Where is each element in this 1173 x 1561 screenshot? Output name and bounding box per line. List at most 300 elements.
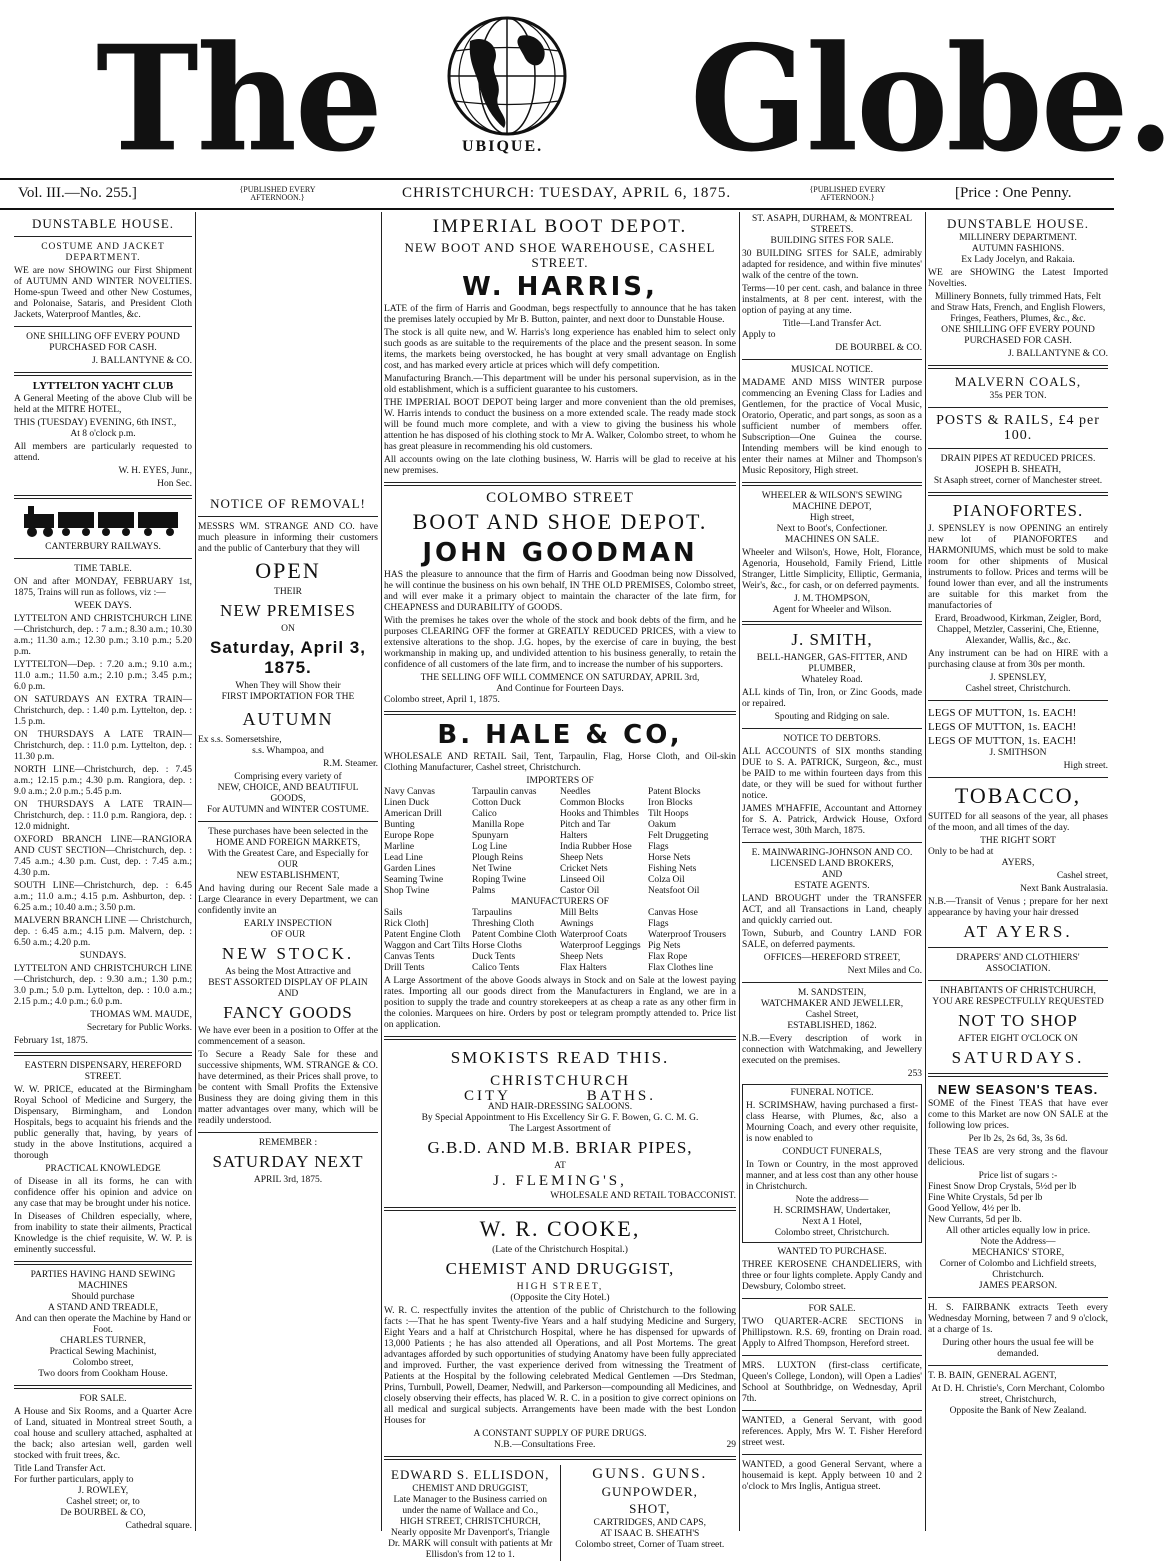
body-text: Terms—10 per cent. cash, and balance in three instalments, at 8 per cent. interest, with the option of paying at any time. (742, 284, 922, 316)
body-line: Cashel Street, (805, 1010, 859, 1020)
open-line: OPEN (255, 558, 321, 583)
autumn-line: AUTUMN (242, 709, 334, 729)
body-line: REMEMBER : (258, 1138, 318, 1148)
volume-number: Vol. III.—No. 255.] (18, 185, 137, 201)
list-item: Threshing Cloth (472, 919, 535, 929)
body-line: Next A 1 Hotel, (802, 1217, 862, 1227)
list-item: Lead Line (384, 853, 423, 863)
yacht-time: At 8 o'clock p.m. (70, 429, 136, 439)
ad-number: 253 (907, 1069, 922, 1079)
body-line: ESTABLISHED, 1862. (787, 1021, 877, 1031)
saturdays-heading: SATURDAYS. (951, 1048, 1085, 1067)
ellison-heading: EDWARD S. ELLISDON, (391, 1467, 550, 1482)
body-line: THE RIGHT SORT (980, 836, 1056, 846)
column-rule (739, 212, 740, 1531)
body-text: WANTED, a General Servant, with good references. Apply, Mrs W. T. Fisher Hereford street west. (742, 1416, 922, 1448)
body-line: High street, (809, 513, 855, 523)
body-line: YOU ARE RESPECTFULLY REQUESTED (932, 997, 1104, 1007)
guns-heading: GUNS. GUNS. (592, 1466, 708, 1482)
body-line: Title—Land Transfer Act. (782, 319, 882, 329)
body-line: FUNERAL NOTICE. (790, 1088, 874, 1098)
list-item: Neatsfoot Oil (648, 886, 700, 896)
body-line: BELL-HANGER, GAS-FITTER, AND PLUMBER, (756, 653, 908, 674)
sundays-heading: SUNDAYS. (79, 951, 127, 961)
list-item: Net Twine (472, 864, 512, 874)
body-line: By Special Appointment to His Excellency Sir G. F. Bowen, G. C. M. G. (421, 1113, 699, 1123)
list-item: Oakum (648, 820, 676, 830)
turner-line: Two doors from Cookham House. (38, 1369, 168, 1379)
body-line: (Opposite the City Hotel.) (510, 1293, 610, 1303)
body-line: CHEMIST AND DRUGGIST, (412, 1484, 529, 1494)
body-line: AUTUMN FASHIONS. (971, 244, 1065, 254)
body-line: Note the Address— (980, 1237, 1056, 1247)
rowley-line: Cathedral square. (125, 1521, 192, 1531)
city-word: CITY (464, 1088, 511, 1104)
dateline (0, 178, 1114, 210)
body-line: J. SMITHSON (989, 748, 1047, 758)
list-item: Needles (560, 787, 591, 797)
saturday-date: Saturday, April 3, 1875. (210, 638, 366, 677)
at-ayers: AT AYERS. (963, 922, 1073, 941)
body-text: ALL ACCOUNTS of SIX months standing DUE to S. A. PATRICK, Surgeon, &c., must be PAID to me within fourteen days from this date, or they will be sued for without further notice. (742, 747, 922, 801)
body-text: HAS the pleasure to announce that the firm of Harris and Goodman being now Dissolved, he will continue the business on his own behalf, IN THE OLD PREMISES, Colombo street, and will ever make it a primary object to maintain the character of the late firm, for CHEAPNESS and DURABILITY of GOODS. (384, 570, 736, 613)
list-item: Waterproof Coats (560, 930, 628, 940)
list-item: Halters (560, 831, 588, 841)
body-text: SUITED for all seasons of the year, all phases of the moon, and all times of the day. (928, 812, 1108, 833)
list-item: Pig Nets (648, 941, 681, 951)
list-item: Rick Cloth] (384, 919, 429, 929)
rail-entry: LYTTELTON—Dep. : 7.20 a.m.; 9.10 a.m.; 11.0 a.m.; 11.50 a.m.; 2.10 p.m.; 3.45 p.m.; 6.0 p.m. (14, 660, 192, 692)
ad-number: 29 (726, 1440, 736, 1450)
maude-title: Secretary for Public Works. (86, 1023, 192, 1033)
body-text: To Secure a Ready Sale for these and successive shipments, WM. STRANGE & CO. have determined, as their Prices shall prove, to be content with Small Profits the Extensive Business they are doing giving them in this matter advantages over many, which will be readily understood. (198, 1050, 378, 1126)
dunstable-heading-2: DUNSTABLE HOUSE. (946, 216, 1090, 231)
body-line: MACHINES ON SALE. (784, 535, 880, 545)
sewing-heading: PARTIES HAVING HAND SEWING MACHINES (30, 1270, 176, 1291)
body-line: When They will Show their (235, 681, 341, 691)
body-text: SOME of the Finest TEAS that have ever come to this Market are now ON SALE at the following low prices. (928, 1099, 1108, 1131)
body-line: Colombo street, Christchurch. (774, 1228, 890, 1238)
boot-shoe-heading: BOOT AND SHOE DEPOT. (412, 509, 708, 534)
ships-line: R.M. Steamer. (323, 759, 378, 769)
body-line: FIRST IMPORTATION FOR THE (221, 692, 355, 702)
list-item: Roping Twine (472, 875, 526, 885)
weekdays-heading: WEEK DAYS. (74, 601, 132, 611)
imperial-heading: IMPERIAL BOOT DEPOT. (432, 216, 688, 237)
body-line: HIGH STREET, (516, 1282, 604, 1292)
body-line: E. MAINWARING-JOHNSON AND CO. (751, 848, 913, 858)
body-line: OUR (277, 860, 299, 870)
body-line: DRAIN PIPES AT REDUCED PRICES. (940, 454, 1096, 464)
body-line: HOME AND FOREIGN MARKETS, (215, 838, 361, 848)
body-line: Corner of Colombo and Lichfield streets, (939, 1259, 1097, 1269)
list-item: Cotton Duck (472, 798, 521, 808)
list-item: Horse Nets (648, 853, 691, 863)
body-text: W. R. C. respectfully invites the attention of the public of Christchurch to the following facts :—That he has spent Twenty-five Years and a half studying Medicine and Surgery, Eight Years and a half at Christchurch Hospital, where he has dispensed for upwards of 13,000 Patients ; he has also attended all Operations, and all Post Mortems. The great advantages afforded by such opportunities of studying Anatomy have been fully appreciated and improved. Further, the vast experience derived from witnessing the Treatment of Patients at the Hospital by the following celebrated Medical Gentlemen —Drs Stedman, Prins, Turnbull, Powell, Deamer, Nedwill, and Parkerson—compounding all Medicines, and closely observing their effects, has placed W. R. C. in a position to give correct opinions on all medical and surgical subjects. Arrangements have been made with the best London Houses for (384, 1306, 736, 1426)
body-text: N.B.—Every description of work in connection with Watchmaking, and Jewellery executed on the premises. (742, 1034, 922, 1066)
list-item: Plough Reins (472, 853, 523, 863)
body-text: LAND BROUGHT under the TRANSFER ACT, and all Transactions in Land, cheaply and quickly carried out. (742, 894, 922, 926)
body-line: Only to be had at (928, 847, 994, 857)
body-line: SHOT, (629, 1501, 671, 1516)
not-to-shop: NOT TO SHOP (958, 1011, 1078, 1030)
body-line: Spouting and Ridging on sale. (774, 712, 890, 722)
costume-heading: COSTUME AND JACKET DEPARTMENT. (41, 242, 165, 263)
body-text: A Large Assortment of the above Goods always in Stock and on Sale at the lowest paying rates. Importing all our goods direct from the Manufacturers in England, we are in a position to supply the trade and country storekeepers at as cheap a rate as any other firm in the colonies. Marquees on hire. Orders by post or telegram promptly attended to. Price list on application. (384, 976, 736, 1030)
body-text: With the premises he takes over the whole of the stock and book debts of the firm, and he purposes CLEARING OFF the former at GREATLY REDUCED PRICES, with a view to extensive alterations to the shop. J.G. hopes, by the exercise of care in buying, the best workmanship in making up, and undivided attention to his business generally, to retain the confidence of all customers of the late firm, and to increase the number of his supporters. (384, 616, 736, 670)
list-item: Tarpaulins (472, 908, 512, 918)
funeral-box (742, 1084, 922, 1243)
body-line: AT (554, 1161, 566, 1171)
smith-heading: J. SMITH, (791, 630, 873, 649)
body-line: (Late of the Christchurch Hospital.) (492, 1245, 628, 1255)
rail-entry: LYTTELTON AND CHRISTCHURCH LINE—Christchurch, dep. : 9.30 a.m.; 1.30 p.m.; 3.0 p.m.; 5.0 p.m. Lyttelton, dep. : 10.0 a.m.; 2.15 p.m.; 4.0 p.m.; 6.0 p.m. (14, 964, 192, 1007)
body-text: N.B.—Transit of Venus ; prepare for her next appearance by having your hair dressed (928, 897, 1108, 918)
body-line: All other articles equally low in price. (945, 1226, 1091, 1236)
body-line: NEW ESTABLISHMENT, (236, 871, 340, 881)
body-text: THE IMPERIAL BOOT DEPOT being larger and more convenient than the old premises, W. Harris intends to conduct the business on a more extended scale. The ready made stock will be found much more complete, and with a view to giving the business his whole attention he has disposed of his clothing stock to Mr A. Walker, Colombo street, to whom he has great pleasure in recommending his old customers. (384, 398, 736, 452)
list-item: Manilla Rope (472, 820, 524, 830)
body-line: EARLY INSPECTION (243, 919, 333, 929)
body-line: APRIL 3rd, 1875. (253, 1175, 323, 1185)
list-item: Flags (648, 842, 669, 852)
list-item: Linen Duck (384, 798, 430, 808)
body-line: Colombo street, April 1, 1875. (384, 695, 500, 705)
christchurch-line: CHRISTCHURCH (490, 1073, 630, 1089)
column-1 (14, 214, 192, 1531)
new-premises: NEW PREMISES (220, 601, 356, 620)
body-line: IMPORTERS OF (526, 776, 594, 786)
list-item: Patent Combine Cloth (472, 930, 557, 940)
list-item: Felt Druggeting (648, 831, 709, 841)
dispensary-text: W. W. PRICE, educated at the Birmingham Royal School of Medicine and Surgery, the Dispensary, Birmingham, and London Hospitals, begs to acquaint his friends and the public generally that, having, by years of study in the above Institutions, acquired a thorough (14, 1085, 192, 1161)
body-text: In Town or Country, in the most approved manner, and at less cost than any other house in Christchurch. (746, 1160, 918, 1192)
body-text: J. SPENSLEY is now OPENING an entirely new lot of PIANOFORTES and HARMONIUMS, which must be sold to make room for other shipments of Musical instruments to follow. Prices and terms will be found lower than ever, and all the instruments are suitable for this market from the manufactories of (928, 524, 1108, 611)
pianofortes-heading: PIANOFORTES. (952, 501, 1084, 520)
list-item: Common Blocks (560, 798, 625, 808)
dispensary-text-2: of Disease in all its forms, he can with confidence offer his opinion and advice on any case that may be brought under his notice. (14, 1177, 192, 1209)
body-text: At D. H. Christie's, Corn Merchant, Colombo street, Christchurch, (931, 1384, 1105, 1405)
body-line: WHEELER & WILSON'S SEWING MACHINE DEPOT, (761, 491, 903, 512)
list-item: Horse Cloths (472, 941, 522, 951)
smokists-heading: SMOKISTS READ THIS. (450, 1048, 670, 1067)
body-line: Nearly opposite Mr Davenport's, Triangle (390, 1528, 550, 1538)
body-line: Dr. MARK will consult with patients at Mr Ellisdon's from 12 to 1. (388, 1539, 553, 1560)
body-text: LATE of the firm of Harris and Goodman, begs respectfully to announce that he has taken the premises lately occupied by Mr B. Button, painter, and next door to Dunstable House. (384, 304, 736, 325)
body-line: AND HAIR-DRESSING SALOONS. (487, 1102, 633, 1112)
list-item: India Rubber Hose (560, 842, 632, 852)
body-line: DRAPERS' AND CLOTHIERS' ASSOCIATION. (956, 953, 1080, 974)
body-text: MRS. LUXTON (first-class certificate, Queen's College, London), will Open a Ladies' School at Southbridge, on Wednesday, April 7th. (742, 1361, 922, 1404)
body-line: Late Manager to the Business carried on under the name of Wallace and Co., (393, 1495, 548, 1516)
yacht-text: A General Meeting of the above Club will be held at the MITRE HOTEL, (14, 394, 192, 415)
body-line: ST. ASAPH, DURHAM, & MONTREAL STREETS. (751, 214, 913, 235)
body-line: AND (277, 989, 299, 999)
body-line: MILLINERY DEPARTMENT. (959, 233, 1077, 243)
tobacco-heading: TOBACCO, (954, 783, 1082, 808)
rail-entry: MALVERN BRANCH LINE — Christchurch, dep. : 6.45 a.m.; 4.15 p.m. Malvern, dep. : 6.50 a.m.; 4.20 p.m. (14, 916, 192, 948)
list-item: Cricket Nets (560, 864, 608, 874)
body-line: Next Bank Australasia. (1020, 884, 1108, 894)
list-item: Sails (384, 908, 403, 918)
body-text: ALL kinds of Tin, Iron, or Zinc Goods, made or repaired. (742, 688, 922, 709)
list-item: Drill Tents (384, 963, 425, 973)
body-line: Cashel street, Christchurch. (965, 684, 1071, 694)
new-stock: NEW STOCK. (221, 944, 355, 963)
body-line: Price list of sugars :- (978, 1171, 1058, 1181)
body-line: These purchases have been selected in the (208, 827, 368, 837)
yacht-members: All members are particularly requested to attend. (14, 442, 192, 463)
list-item: Waggon and Cart Tilts (384, 941, 470, 951)
body-text: Opposite the Bank of New Zealand. (949, 1406, 1087, 1416)
globe-icon (440, 6, 575, 156)
body-text: Wheeler and Wilson's, Howe, Holt, Florance, Agenoria, Household, Family Friend, Little Stranger, Little Simplicity, Elliptic, Germania, Weir's, &c., for cash, or on deferred payments. (742, 548, 922, 591)
published-note-right: {PUBLISHED EVERY AFTERNOON.} (809, 185, 886, 202)
list-item: Mill Belts (560, 908, 599, 918)
list-item: Flax Rope (648, 952, 688, 962)
body-line: J. BALLANTYNE & CO. (1007, 349, 1108, 359)
body-line: NOTICE TO DEBTORS. (783, 734, 881, 744)
column-rule (381, 212, 382, 1531)
body-line: WATCHMAKER AND JEWELLER, (760, 999, 904, 1009)
column-rule (925, 212, 926, 1531)
small-caps-line: ON (281, 624, 295, 634)
body-line: Per lb 2s, 2s 6d, 3s, 3s 6d. (968, 1134, 1068, 1144)
body-line: Cashel street, (1056, 871, 1108, 881)
dunstable-heading: DUNSTABLE HOUSE. (31, 216, 175, 231)
body-text: H. SCRIMSHAW, having purchased a first-class Hearse, with Plumes, &c, also a Mourning Coach, and every other requisite, is now enabled to (746, 1101, 918, 1144)
timetable-heading: TIME TABLE. (74, 564, 132, 574)
list-item: Hooks and Thimbles (560, 809, 639, 819)
body-line: BEST ASSORTED DISPLAY OF PLAIN (208, 978, 368, 988)
body-line: A CONSTANT SUPPLY OF PURE DRUGS. (473, 1429, 647, 1439)
column-3-4 (384, 214, 736, 1560)
mutton-line: LEGS OF MUTTON, 1s. EACH! (928, 735, 1077, 747)
list-item: Sheep Nets (560, 853, 604, 863)
colombo-heading: COLOMBO STREET (486, 490, 634, 506)
list-item: Palms (472, 886, 496, 896)
body-line: NEW, CHOICE, AND BEAUTIFUL (217, 783, 359, 793)
list-item: Navy Canvas (384, 787, 435, 797)
forsale-heading: FOR SALE. (79, 1394, 127, 1404)
body-line: JAMES PEARSON. (978, 1281, 1058, 1291)
yacht-sig-2: Hon Sec. (157, 479, 192, 489)
body-text: MADAME AND MISS WINTER purpose commencing an Evening Class for Ladies and Gentlemen, for the practice of Vocal Music, Oratorio, Operatic, and part songs, as soon as a sufficient number of members offer. Subscription—One Guinea the course. Intending members will be kind enough to enter their names at Milner and Thompson's Music Repository, High street. (742, 378, 922, 476)
chemist-heading: CHEMIST AND DRUGGIST, (445, 1259, 675, 1278)
list-item: Patent Engine Cloth (384, 930, 461, 940)
body-text: We have ever been in a position to Offer at the commencement of a season. (198, 1026, 378, 1047)
body-line: LICENSED LAND BROKERS, (770, 859, 894, 869)
pipes-heading: G.B.D. AND M.B. BRIAR PIPES, (427, 1138, 693, 1157)
list-item: Calico Tents (472, 963, 520, 973)
body-line: Ex Lady Jocelyn, and Rakaia. (961, 255, 1075, 265)
body-text: During other hours the usual fee will be demanded. (942, 1338, 1094, 1359)
list-item: Duck Tents (472, 952, 516, 962)
baths-word: BATHS. (586, 1088, 656, 1104)
masthead-motto: UBIQUE. (462, 138, 544, 155)
list-item: Castor Oil (560, 886, 600, 896)
body-text: All accounts owing on the late clothing business, W. Harris will be glad to receive at his new premises. (384, 455, 736, 476)
list-item: Tilt Hoops (648, 809, 689, 819)
small-caps-line: THEIR (274, 587, 302, 597)
body-line: Colombo street, Corner of Tuam street. (575, 1540, 725, 1550)
body-line: AT ISAAC B. SHEATH'S (600, 1529, 700, 1539)
list-item: Waterproof Trousers (648, 930, 727, 940)
list-item: Colza Oil (648, 875, 685, 885)
list-item: Sheep Nets (560, 952, 604, 962)
sugar-line: Fine White Crystals, 5d per lb (928, 1193, 1043, 1203)
fleming-heading: J. FLEMING'S, (493, 1173, 627, 1189)
body-line: MECHANICS' STORE, (971, 1248, 1065, 1258)
body-line: OF OUR (270, 930, 306, 940)
rail-entry: LYTTELTON AND CHRISTCHURCH LINE—Christchurch, dep. : 7 a.m.; 8.30 a.m.; 10.30 a.m.; 11.30 a.m.; 12.30 p.m.; 3.10 p.m.; 5.20 p.m. (14, 614, 192, 657)
list-item: Canvas Hose (648, 908, 698, 918)
body-line: Whateley Road. (801, 675, 863, 685)
body-line: Christchurch. (992, 1270, 1044, 1280)
body-text: WANTED, a good General Servant, where a housemaid is kept. Apply between 10 and 2 o'clock to Mrs Inglis, Antigua street. (742, 1460, 922, 1492)
list-item: Flax Halters (560, 963, 607, 973)
rowley-line: Cashel street; or, to (66, 1497, 140, 1507)
body-line: JOSEPH B. SHEATH, (974, 465, 1062, 475)
body-text: WE are SHOWING the Latest Imported Novelties. (928, 268, 1108, 289)
removal-heading: NOTICE OF REMOVAL! (210, 496, 366, 511)
body-text: Erard, Broadwood, Kirkman, Zeigler, Bord, Chappel, Metzler, Casserini, Che, Etienne, Alexander, Wallis, &c., &c. (934, 614, 1102, 646)
maude-signature: THOMAS WM. MAUDE, (90, 1010, 192, 1020)
train-icon (14, 504, 192, 538)
body-text: And having during our Recent Sale made a Large Clearance in every Department, we can confidently invite an (198, 884, 378, 916)
malvern-heading: MALVERN COALS, (954, 374, 1082, 389)
harris-heading: W. HARRIS, (462, 272, 658, 302)
masthead (0, 0, 1173, 185)
list-item: Tarpaulin canvas (472, 787, 537, 797)
list-item: Europe Rope (384, 831, 434, 841)
importers-list (384, 787, 736, 897)
costume-text: WE are now SHOWING our First Shipment of AUTUMN AND WINTER NOVELTIES. Home-spun Tweed and other New Costumes, and Polonaise, Sataris, and President Cloth Jackets, Waterproof Mantles, &c. (14, 266, 192, 320)
body-line: And Continue for Fourteen Days. (496, 684, 624, 694)
saturday-next: SATURDAY NEXT (212, 1152, 364, 1171)
list-item: Fishing Nets (648, 864, 697, 874)
dispensary-heading: EASTERN DISPENSARY, HEREFORD STREET. (24, 1061, 182, 1082)
sewing-line: Should purchase (71, 1292, 135, 1302)
list-item: Log Line (472, 842, 508, 852)
body-text: Town, Suburb, and Country LAND FOR SALE, on deferred payments. (742, 929, 922, 950)
body-line: AND (821, 870, 843, 880)
column-rule (195, 212, 196, 1531)
body-line: INHABITANTS OF CHRISTCHURCH, (940, 986, 1096, 996)
body-text: THREE KEROSENE CHANDELIERS, with three or four lights complete. Apply Candy and Dewsbury, Colombo street. (742, 1260, 922, 1292)
body-line: High street. (1063, 761, 1108, 771)
list-item: Patent Blocks (648, 787, 701, 797)
body-line: HIGH STREET, CHRISTCHURCH, (399, 1517, 541, 1527)
body-text: JAMES M'HAFFIE, Accountant and Attorney for S. A. Patrick, Ardwick House, Oxford Terrace west, 30th March, 1875. (742, 804, 922, 836)
body-line: For AUTUMN and WINTER COSTUME. (206, 805, 370, 815)
rail-entry: ON SATURDAYS AN EXTRA TRAIN—Christchurch, dep. : 1.40 p.m. Lyttelton, dep. : 1.5 p.m. (14, 695, 192, 727)
list-item: Shop Twine (384, 886, 430, 896)
turner-line: CHARLES TURNER, (60, 1336, 146, 1346)
rail-entry: NORTH LINE—Christchurch, dep. : 7.45 a.m.; 12.15 p.m.; 4.30 p.m. Rangiora, dep. : 9.0 a.m.; 2.0 p.m.; 5.45 p.m. (14, 765, 192, 797)
city-date: CHRISTCHURCH: TUESDAY, APRIL 6, 1875. (402, 185, 732, 201)
yacht-sig-1: W. H. EYES, Junr., (118, 466, 192, 476)
list-item: American Drill (384, 809, 442, 819)
rowley-line: De BOURBEL & CO, (60, 1508, 146, 1518)
ships-line: s.s. Whampoa, and (252, 746, 324, 756)
body-text: 30 BUILDING SITES for SALE, admirably adapted for residence, and within five minutes' walk of the centre of the town. (742, 249, 922, 281)
railways-heading: CANTERBURY RAILWAYS. (45, 542, 161, 552)
column-2 (198, 214, 378, 1531)
body-line: ESTATE AGENTS. (794, 881, 870, 891)
body-line: OFFICES—HEREFORD STREET, (763, 953, 901, 963)
body-line: WHOLESALE AND RETAIL TOBACCONIST. (550, 1191, 736, 1201)
list-item: Iron Blocks (648, 798, 693, 808)
sewing-line: And can then operate the Machine by Hand or Foot. (15, 1314, 191, 1335)
sewing-line: A STAND AND TREADLE, (48, 1303, 158, 1313)
goodman-heading: JOHN GOODMAN (422, 538, 698, 568)
body-line: WANTED TO PURCHASE. (777, 1247, 887, 1257)
list-item: Flax Clothes line (648, 963, 713, 973)
list-item: Flags (648, 919, 669, 929)
body-line: H. SCRIMSHAW, Undertaker, (773, 1206, 891, 1216)
body-line: Note the address— (795, 1195, 869, 1205)
forsale-line: Title Land Transfer Act. (14, 1464, 106, 1474)
body-line: 35s PER TON. (989, 391, 1047, 401)
body-line: Next Miles and Co. (847, 966, 922, 976)
body-text: These TEAS are very strong and the flavour delicious. (928, 1147, 1108, 1168)
body-text: The stock is all quite new, and W. Harris's long experience has enabled him to select only such goods as are suitable to the requirements of the place and the present season. In some items, the markets being overstocked, he has bought at very small advantage on English cost, and has marked every article at prices which will defy competition. (384, 328, 736, 371)
list-item: Waterproof Leggings (560, 941, 641, 951)
list-item: Marline (384, 842, 415, 852)
turner-line: Practical Sewing Machinist, (49, 1347, 157, 1357)
body-line: THE SELLING OFF WILL COMMENCE ON SATURDAY, APRIL 3rd, (420, 673, 700, 683)
body-text: T. B. BAIN, GENERAL AGENT, (928, 1371, 1057, 1381)
list-item: Canvas Tents (384, 952, 435, 962)
body-line: MUSICAL NOTICE. (791, 365, 873, 375)
rail-entry: OXFORD BRANCH LINE—RANGIORA AND CUST SECTION—Christchurch, dep. : 7.45 a.m.; 4.30 p.m. Cust, dep. : 7.45 a.m.; 4.30 p.m. (14, 835, 192, 878)
body-line: Next to Boot's, Confectioner. (776, 524, 888, 534)
body-line: BUILDING SITES FOR SALE. (770, 236, 894, 246)
body-line: N.B.—Consultations Free. (494, 1440, 596, 1450)
list-item: Bunting (384, 820, 415, 830)
body-line: With the Greatest Care, and Especially for (207, 849, 369, 859)
body-text: Millinery Bonnets, fully trimmed Hats, Felt and Straw Hats, French, and English Flowers, Fringes, Feathers, Plumes, &c., &c. (930, 292, 1106, 324)
strange-text: MESSRS WM. STRANGE AND CO. have much pleasure in informing their customers and the public of Canterbury that they will (198, 522, 378, 554)
body-line: As being the Most Attractive and (225, 967, 351, 977)
rail-intro: ON and after MONDAY, FEBRUARY 1st, 1875, Trains will run as follows, viz :— (14, 577, 192, 598)
published-note-left: {PUBLISHED EVERY AFTERNOON.} (239, 185, 316, 202)
list-item: Awnings (560, 919, 594, 929)
body-line: GUNPOWDER, (601, 1484, 698, 1499)
warehouse-heading: NEW BOOT AND SHOE WAREHOUSE, CASHEL STREET. (404, 240, 716, 270)
mutton-line: LEGS OF MUTTON, 1s. EACH! (928, 721, 1077, 733)
body-line: The Largest Assortment of (509, 1124, 611, 1134)
dispensary-text-3: In Diseases of Children especially, where, from inability to state their ailments, Practical Knowledge is the chief requisite, W. W. P. is eminently successful. (14, 1212, 192, 1255)
price: [Price : One Penny. (955, 185, 1072, 201)
body-line: Agent for Wheeler and Wilson. (772, 605, 892, 615)
body-line: J. M. THOMPSON, (793, 594, 871, 604)
body-line: J. SPENSLEY, (989, 673, 1047, 683)
rail-entry: ON THURSDAYS A LATE TRAIN—Christchurch, dep. : 11.0 p.m. Rangiora, dep. : 12.0 midnight. (14, 800, 192, 832)
teas-heading: NEW SEASON'S TEAS. (937, 1082, 1099, 1097)
list-item: Linseed Oil (560, 875, 605, 885)
body-line: M. SANDSTEIN, (797, 988, 867, 998)
forsale-line: For further particulars, apply to (14, 1475, 134, 1485)
body-text: H. S. FAIRBANK extracts Teeth every Wednesday Morning, between 7 and 9 o'clock, at a charge of 1s. (928, 1303, 1108, 1335)
column-5 (742, 214, 922, 1531)
body-line: Comprising every variety of (234, 772, 342, 782)
body-line: MANUFACTURERS OF (511, 897, 609, 907)
mutton-line: LEGS OF MUTTON, 1s. EACH! (928, 707, 1077, 719)
cooke-heading: W. R. COOKE, (479, 1216, 641, 1241)
body-line: ONE SHILLING OFF EVERY POUND (941, 325, 1095, 335)
